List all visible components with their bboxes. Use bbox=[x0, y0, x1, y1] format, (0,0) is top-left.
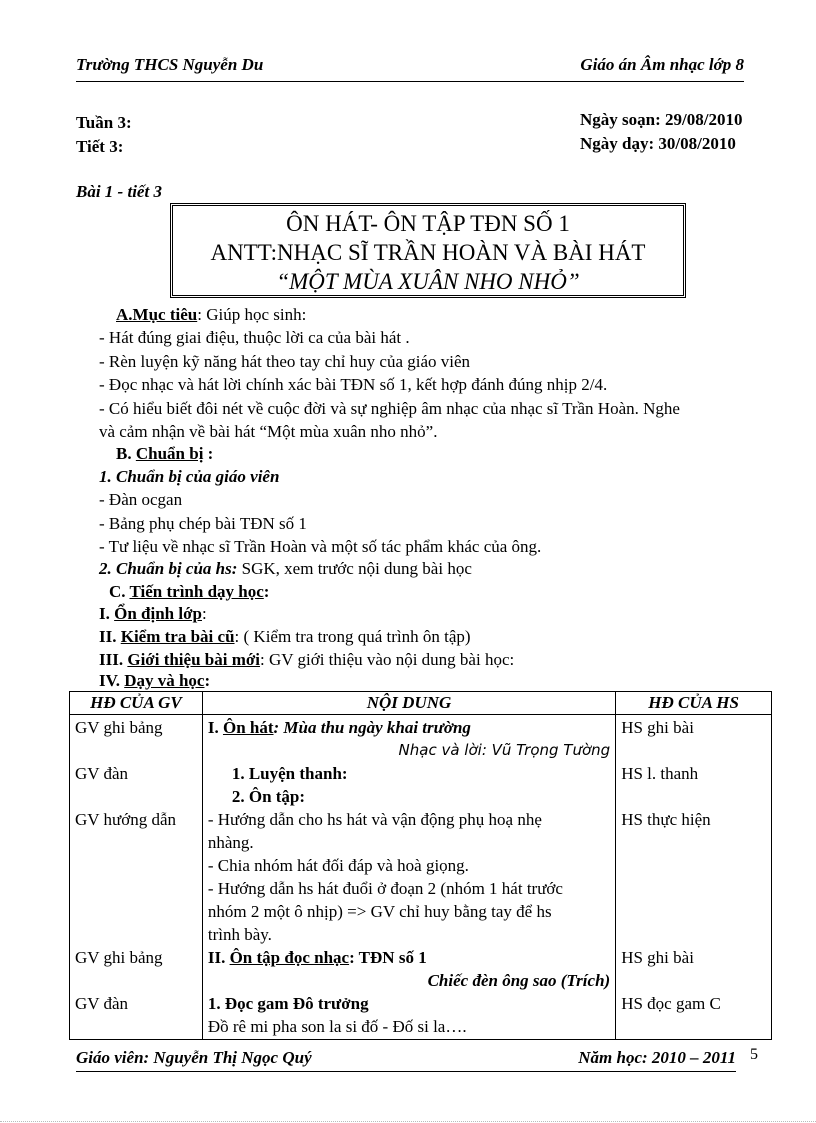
review-song-line bbox=[208, 716, 610, 739]
title-line-2: ANTT:NHẠC SĨ TRẦN HOÀN VÀ BÀI HÁT bbox=[210, 240, 646, 265]
guide-line-4: - Hướng dẫn hs hát đuổi ở đoạn 2 (nhóm 1 hát trước bbox=[207, 879, 563, 898]
objective-3: - Đọc nhạc và hát lời chính xác bài TĐN số 1, kết hợp đánh đúng nhịp 2/4. bbox=[99, 375, 608, 394]
section-c-suffix: : bbox=[263, 582, 270, 601]
step-1-text: : bbox=[201, 604, 207, 623]
reading-text: : TĐN số 1 bbox=[349, 948, 427, 967]
step-4-text: : bbox=[204, 671, 211, 690]
warmup-item: 1. Luyện thanh: bbox=[231, 764, 348, 783]
table-row bbox=[70, 715, 772, 1040]
gv-text-2: GV đàn bbox=[75, 764, 129, 783]
table-header-row bbox=[70, 692, 772, 715]
guide-line-2: nhàng. bbox=[207, 833, 254, 852]
title-line-3: “MỘT MÙA XUÂN NHO NHỎ” bbox=[276, 269, 580, 294]
section-b-heading bbox=[116, 444, 213, 464]
step-2 bbox=[99, 627, 471, 647]
scale-notes: Đồ rê mi pha son la si đố - Đố si la…. bbox=[207, 1017, 467, 1036]
step-3-text: : GV giới thiệu vào nội dung bài học: bbox=[260, 650, 515, 669]
reading-num: II. bbox=[207, 948, 230, 967]
step-4-label: Dạy và học bbox=[124, 671, 205, 690]
practice-item: 2. Ôn tập: bbox=[231, 787, 306, 806]
section-b-prefix: B. bbox=[116, 444, 136, 463]
school-name: Trường THCS Nguyễn Du bbox=[76, 55, 264, 74]
objective-1: - Hát đúng giai điệu, thuộc lời ca của bài hát . bbox=[99, 328, 410, 347]
step-1-label: Ổn định lớp bbox=[114, 604, 202, 623]
header-student-activity: HĐ CỦA HS bbox=[616, 692, 772, 715]
section-b-title: Chuẩn bị bbox=[135, 444, 204, 463]
hs-cell bbox=[616, 715, 772, 1040]
song-author: Nhạc và lời: Vũ Trọng Tường bbox=[398, 741, 611, 759]
hs-text-4: HS ghi bài bbox=[621, 948, 694, 967]
step-2-num: II. bbox=[99, 627, 121, 646]
gv-text-4: GV ghi bảng bbox=[75, 948, 163, 967]
review-num: I. bbox=[207, 718, 223, 737]
student-prep-text: SGK, xem trước nội dung bài học bbox=[237, 559, 472, 578]
section-a-title: A.Mục tiêu bbox=[116, 305, 198, 324]
step-4-num: IV. bbox=[99, 671, 125, 690]
review-label: Ôn hát bbox=[222, 718, 274, 737]
reading-subtitle: Chiếc đèn ông sao (Trích) bbox=[427, 971, 611, 990]
page-footer bbox=[76, 1048, 736, 1072]
step-2-text: : ( Kiểm tra trong quá trình ôn tập) bbox=[234, 627, 471, 646]
step-3 bbox=[99, 650, 514, 670]
objective-4-cont: và cảm nhận về bài hát “Một mùa xuân nho nhỏ”. bbox=[99, 422, 438, 441]
page-header bbox=[76, 46, 744, 82]
section-b-suffix: : bbox=[203, 444, 214, 463]
section-a-intro: : Giúp học sinh: bbox=[197, 305, 307, 324]
lesson-plan-table bbox=[69, 691, 772, 1040]
school-year: Năm học: 2010 – 2011 bbox=[578, 1048, 736, 1067]
teacher-prep-1: - Đàn ocgan bbox=[99, 490, 183, 509]
gv-text-3: GV hướng dẫn bbox=[75, 810, 176, 829]
section-c-heading bbox=[109, 582, 269, 602]
teacher-prep-3: - Tư liệu về nhạc sĩ Trần Hoàn và một số tác phẩm khác của ông. bbox=[99, 537, 542, 556]
guide-line-5: nhóm 2 một ô nhịp) => GV chỉ huy bằng tay để hs bbox=[207, 902, 552, 921]
guide-line-3: - Chia nhóm hát đối đáp và hoà giọng. bbox=[207, 856, 469, 875]
subject-name: Giáo án Âm nhạc lớp 8 bbox=[580, 55, 744, 74]
step-3-label: Giới thiệu bài mới bbox=[127, 650, 261, 669]
scale-title: 1. Đọc gam Đô trưởng bbox=[207, 994, 369, 1013]
reading-line bbox=[208, 946, 610, 969]
lesson-label: Bài 1 - tiết 3 bbox=[76, 182, 162, 201]
student-prep bbox=[99, 559, 472, 579]
page-number: 5 bbox=[750, 1046, 758, 1063]
guide-line-6: trình bày. bbox=[207, 925, 272, 944]
gv-text-5: GV đàn bbox=[75, 994, 129, 1013]
section-c-prefix: C. bbox=[109, 582, 130, 601]
step-2-label: Kiểm tra bài cũ bbox=[120, 627, 235, 646]
student-prep-heading: 2. Chuẩn bị của hs: bbox=[99, 559, 238, 578]
page-break-line bbox=[0, 1121, 816, 1122]
teacher-prep-heading: 1. Chuẩn bị của giáo viên bbox=[99, 467, 280, 486]
review-song: : Mùa thu ngày khai trường bbox=[273, 718, 471, 737]
gv-text-1: GV ghi bảng bbox=[75, 718, 163, 737]
hs-text-5: HS đọc gam C bbox=[621, 994, 721, 1013]
gv-cell bbox=[70, 715, 203, 1040]
guide-line-1: - Hướng dẫn cho hs hát và vận động phụ hoạ nhẹ bbox=[207, 810, 542, 829]
step-1-num: I. bbox=[99, 604, 115, 623]
lesson-title-box bbox=[170, 203, 686, 298]
content-cell bbox=[202, 715, 615, 1040]
title-line-1: ÔN HÁT- ÔN TẬP TĐN SỐ 1 bbox=[286, 211, 570, 236]
teacher-name: Giáo viên: Nguyễn Thị Ngọc Quý bbox=[76, 1048, 312, 1067]
objective-2: - Rèn luyện kỹ năng hát theo tay chỉ huy của giáo viên bbox=[99, 352, 471, 371]
week-label: Tuần 3: bbox=[76, 113, 132, 132]
reading-label: Ôn tập đọc nhạc bbox=[229, 948, 350, 967]
hs-text-1: HS ghi bài bbox=[621, 718, 694, 737]
hs-text-2: HS l. thanh bbox=[621, 764, 699, 783]
section-c-title: Tiến trình dạy học bbox=[129, 582, 264, 601]
period-label: Tiết 3: bbox=[76, 137, 124, 156]
step-1 bbox=[99, 604, 207, 624]
objective-4: - Có hiểu biết đôi nét về cuộc đời và sự nghiệp âm nhạc của nhạc sĩ Trần Hoàn. Nghe bbox=[99, 399, 680, 418]
header-content: NỘI DUNG bbox=[202, 692, 615, 715]
prep-date: Ngày soạn: 29/08/2010 bbox=[580, 110, 743, 129]
hs-text-3: HS thực hiện bbox=[621, 810, 711, 829]
header-teacher-activity: HĐ CỦA GV bbox=[70, 692, 203, 715]
teacher-prep-2: - Bảng phụ chép bài TĐN số 1 bbox=[99, 514, 307, 533]
section-a-heading bbox=[116, 305, 306, 325]
step-3-num: III. bbox=[99, 650, 128, 669]
teach-date: Ngày dạy: 30/08/2010 bbox=[580, 134, 736, 153]
step-4 bbox=[99, 671, 210, 691]
